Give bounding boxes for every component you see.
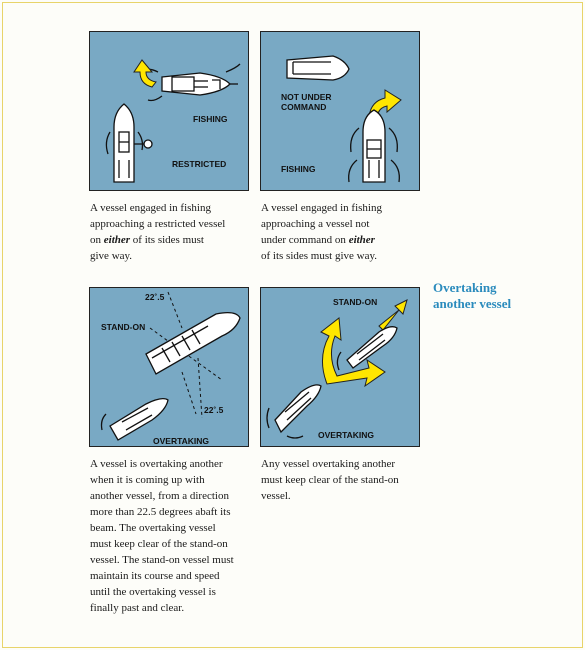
caption-overtaking-keep-clear: Any vessel overtaking another must keep clear of the stand-on vessel. <box>261 458 399 502</box>
label-overtaking: OVERTAKING <box>318 430 375 440</box>
caption-fishing-vs-restricted: A vessel engaged in fishing approaching a restricted vessel on either of its sides must give way. <box>90 202 226 262</box>
label-angle-top: 22˚.5 <box>145 292 165 302</box>
label-stand-on: STAND-ON <box>333 297 378 307</box>
stand-on-boat-icon <box>146 313 240 374</box>
section-title: Overtaking another vessel <box>433 280 512 311</box>
not-under-command-boat-icon <box>287 56 349 80</box>
diagram-overtaking-keep-clear <box>260 287 420 447</box>
keep-clear-arrows-icon <box>321 300 407 386</box>
label-stand-on: STAND-ON <box>101 322 146 332</box>
overtaking-boat-icon <box>102 399 169 440</box>
fishing-boat-icon <box>349 110 400 182</box>
fishing-boat-icon <box>144 64 240 101</box>
label-angle-bottom: 22˚.5 <box>204 405 224 415</box>
restricted-boat-icon <box>106 104 152 182</box>
diagram-fishing-vs-not-under-command <box>260 31 420 191</box>
label-restricted: RESTRICTED <box>172 159 227 169</box>
label-overtaking: OVERTAKING <box>153 436 210 446</box>
label-not-under-command-2: COMMAND <box>281 102 327 112</box>
caption-fishing-vs-not-under-command: A vessel engaged in fishing approaching a vessel not under command on either of its sides must give way. <box>261 202 382 262</box>
label-not-under-command-1: NOT UNDER <box>281 92 332 102</box>
diagram-fishing-vs-restricted <box>89 31 249 191</box>
caption-overtaking-definition: A vessel is overtaking another when it is coming up with another vessel, from a direction more than 22.5 degrees abaft its beam. The overtaking vessel must keep clear of the stand-on vessel. The stand-on vessel must maintain its course and speed until the overtaking vessel is finally past and clear. <box>90 458 234 614</box>
label-fishing: FISHING <box>193 114 228 124</box>
stand-on-boat-icon <box>337 327 397 370</box>
diagram-overtaking-angle <box>89 287 249 447</box>
label-fishing: FISHING <box>281 164 316 174</box>
give-way-arrow-icon <box>134 60 156 87</box>
overtaking-boat-icon <box>267 385 321 438</box>
